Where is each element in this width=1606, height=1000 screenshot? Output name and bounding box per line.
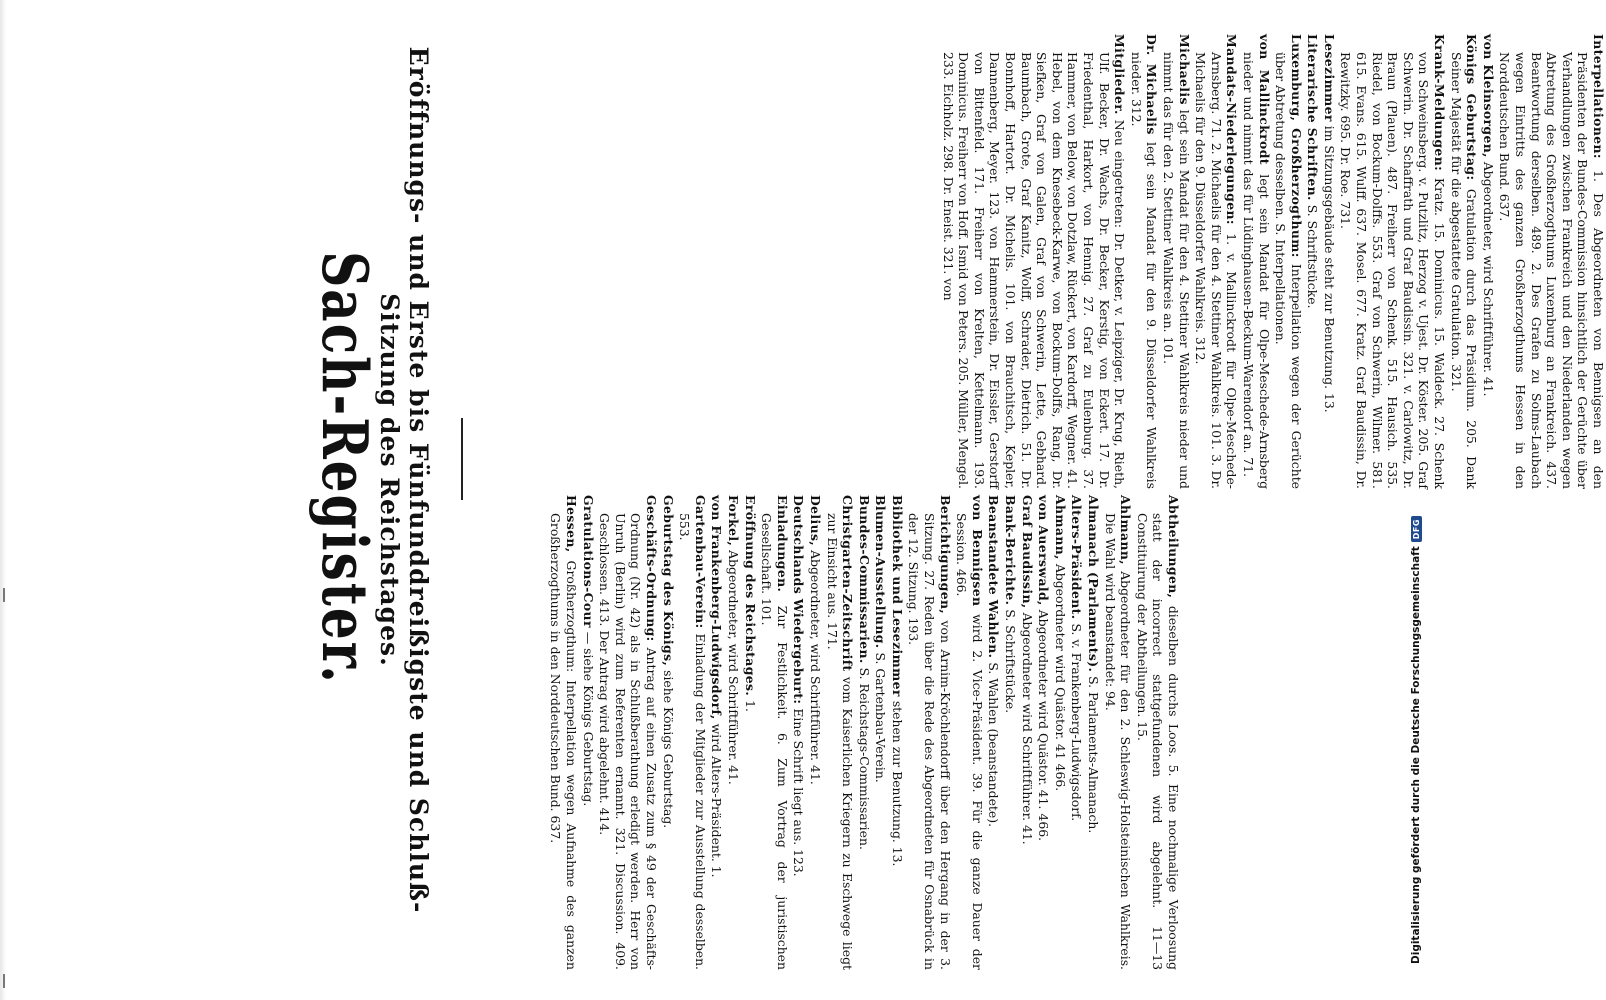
index-entry-text: S. v. Frankenberg-Ludwigsdorf. — [1069, 619, 1085, 822]
scan-edge — [0, 0, 6, 1000]
digitization-credit — [1410, 516, 1422, 964]
index-keyword: von Bennigsen — [969, 495, 985, 607]
index-entry-text: Einladung der Mitglieder zur Ausstellung desselben. 553. — [677, 513, 708, 970]
index-entry-text: 1. Des Abgeordneten von Bennigsen an den Präsidenten der Bundes-Commission hinsichtlich der Gerüchte über Verhandlungen zwischen Frankreich und den Niederlanden wegen Abtretung des Großherzogthums Luxemburg an Frankreich. 437. Beantwortung derselben. 489. 2. Des Grafen zu Solms-Laubach wegen Eintritts des ganzen Großherzogthums Hessen in den Norddeutschen Bund. 637. — [1497, 52, 1606, 489]
index-entry — [725, 495, 741, 970]
index-entry — [1069, 495, 1085, 970]
index-keyword: Lesezimmer — [1321, 34, 1337, 122]
index-entry — [548, 495, 579, 970]
index-entry-text: Abgeordneter, wird Schriftführer. 41. — [807, 546, 823, 785]
index-entry — [1019, 495, 1035, 970]
scan-margin-mark — [3, 588, 5, 602]
index-keyword: Mandats-Niederlegungen: — [1224, 34, 1240, 225]
index-entry-text: Antrag auf einen Zusatz zum § 49 der Geschäfts-Ordnung (Nr. 42) als in Schlußberathung erledigt werden. Herr von Unruh (Berlin) wird zum Referenten ernannt. 321. Discussion. 409. Geschlossen. 413. Der Antrag wird abgelehnt. 414. — [597, 513, 659, 970]
index-entry-text: Abgeordneter, wird Schriftführer. 41. — [1480, 157, 1496, 397]
index-entry — [1052, 495, 1068, 970]
index-entry-text: wird Alters-Präsident. 1. — [709, 719, 725, 878]
index-entry — [1102, 495, 1133, 970]
index-entry-text: S. Reichstags-Commissarien. — [856, 663, 872, 850]
index-entry-text: Großherzogthum: Interpellation wegen Aufnahme des ganzen Großherzogthums in den Norddeutschen Bund. 637. — [548, 513, 580, 970]
index-entry — [856, 495, 872, 970]
index-keyword: Michaelis — [1176, 34, 1192, 105]
index-keyword: Königs Geburtstag: — [1464, 34, 1480, 181]
index-keyword: Delius, — [807, 495, 823, 547]
index-entry — [597, 495, 659, 970]
index-entry-text: Abgeordneter, wird Schriftführer. 41. — [725, 546, 741, 785]
index-entry — [986, 495, 1002, 970]
scan-margin-mark — [3, 974, 5, 988]
index-entry-text: legt sein Mandat für den 9. Düsseldorfer Wahlkreis nieder. 312. — [1128, 52, 1160, 489]
index-keyword: Literarische Schriften. — [1305, 34, 1321, 201]
index-entry — [1240, 34, 1271, 489]
title-divider — [461, 418, 463, 500]
index-entry-text: Interpellation wegen der Gerüchte über Abtretung desselben. S. Interpellationen. — [1273, 52, 1304, 490]
index-keyword: Ahmann, — [1052, 495, 1068, 560]
index-keyword: Almanach (Parlaments). — [1086, 495, 1102, 673]
index-entry-text: — siehe Königs Geburtstag. — [580, 627, 596, 807]
index-keyword: Christgarten-Zeitschrift — [840, 495, 856, 672]
index-keyword: Dr. Michaelis — [1144, 34, 1160, 135]
index-keyword: Luxemburg, Großherzogthum: — [1288, 34, 1304, 258]
index-entry-text: legt sein Mandat für den 4. Stettiner Wahlkreis nieder und nimmt das für den 2. Stettiner Wahlkreis an. 101. — [1160, 52, 1192, 489]
index-entry — [759, 495, 790, 970]
index-entry-text: im Sitzungsgebäude steht zur Benutzung. 13. — [1321, 121, 1337, 413]
index-entry — [906, 495, 953, 970]
index-entry — [824, 495, 855, 970]
index-keyword: Einladungen. — [774, 495, 790, 593]
index-entry — [1305, 34, 1321, 489]
index-entry-text: dieselben durchs Loos. 5. Eine nochmalige Verloosung statt der incorrect stattgefundenen wird abgelehnt. 11—13 Constituirung der Abtheilungen. 15. — [1134, 513, 1181, 970]
index-keyword: Eröffnung des Reichstages. — [742, 495, 758, 697]
index-keyword: von Kleinsorgen, — [1480, 34, 1496, 158]
index-entry-text: stehen zur Benutzung. 13. — [889, 696, 905, 867]
index-keyword: Graf Baudissin, — [1019, 495, 1035, 609]
index-entry — [1085, 495, 1101, 970]
index-entry — [709, 495, 725, 970]
index-entry-text: Kratz. 15. Dominicus. 15. Waldeck. 27. Schenk von Schweinsberg. v. Putzlitz, Herzog v. Ujest. Dr. Köster. 205. Graf Schwerin. Dr. Schaffrath und Graf Baudissin. 321. v. Carlowitz, Dr. Braun (Plauen). 487. Freiherr von Schenk. 515. Hausich. 535. Riedel, von Bockum-Dolffs. 553. Graf von Schwerin, Wilmer. 581. 615. Evans. 615. Wulff. 637. Mosel. 677. Kratz. Graf Baudissin, Dr. Rewitzky. 695. Dr. Roe. 731. — [1338, 52, 1448, 489]
index-keyword: Interpellationen: — [1591, 34, 1606, 159]
index-keyword: Mitglieder. — [1112, 34, 1128, 115]
index-entry — [889, 495, 905, 970]
index-entry — [940, 34, 1127, 489]
index-entry-text: Gratulation durch das Präsidium. 205. Dank Seiner Majestät für die abgestattete Gratulation. 321. — [1448, 52, 1480, 489]
index-entry — [791, 495, 807, 970]
index-entry-text: wird 2. Vice-Präsident. 39. Für die ganze Dauer der Session. 466. — [954, 513, 985, 970]
index-entry — [677, 495, 708, 970]
index-entry — [1338, 34, 1447, 489]
index-entry — [1036, 495, 1052, 970]
index-keyword: Blumen-Ausstellung. — [873, 495, 889, 649]
index-keyword: Gartenbau-Verein: — [692, 495, 708, 629]
index-keyword: Gratulations-Cour — [580, 495, 596, 628]
index-entry — [1002, 495, 1018, 970]
index-entry-text: S. Gartenbau-Verein. — [873, 648, 889, 783]
index-entry-text: Abgeordneter wird Schriftführer. 41. — [1019, 608, 1035, 845]
index-entry — [807, 495, 823, 970]
index-entry-text: vom Kaiserlichen Kriegern zu Eschwege liegt zur Einsicht aus. 171. — [824, 513, 856, 970]
index-keyword: Bank-Berichte. — [1003, 495, 1019, 606]
index-keyword: Beanstandete Wahlen. — [986, 495, 1002, 659]
index-keyword: Geburtstag des Königs, — [660, 495, 676, 667]
index-keyword: Krank-Meldungen: — [1432, 34, 1448, 172]
index-entry — [1128, 34, 1159, 489]
index-entry-text: siehe Königs Geburtstag. — [660, 666, 676, 829]
index-entry-text: Abgeordneter wird Quästor. 41 466. — [1052, 559, 1068, 792]
dfg-logo: DFG — [1411, 516, 1422, 542]
index-entry — [1321, 34, 1337, 489]
index-entry — [1193, 34, 1240, 489]
index-entry-text: S. Schriftstücke. — [1305, 200, 1321, 309]
index-entry — [1273, 34, 1304, 489]
index-entry-text: S. Schriftstücke. — [1003, 605, 1019, 714]
index-entry — [1134, 495, 1181, 970]
index-entry-text: S. Parlaments-Almanach. — [1086, 672, 1102, 834]
index-keyword: Alters-Präsident. — [1069, 495, 1085, 620]
index-keyword: Bibliothek und Lesezimmer — [889, 495, 905, 697]
index-entry-text: 1. — [742, 696, 758, 712]
index-keyword: von Frankenberg-Ludwigsdorf, — [709, 495, 725, 720]
index-column-left — [548, 495, 1181, 970]
index-keyword: Berichtigungen, — [937, 495, 953, 615]
index-entry-text: von Arnim-Kröchlendorff über den Hergang in der 3. Sitzung. 27. Reden über die Rede des Abgeordneten für Osnabrück in der 12. Sitzung. 193. — [906, 513, 953, 970]
index-entry — [1480, 34, 1496, 489]
index-entry-text: Abgeordneter für den 2. Schleswig-Holsteinischen Wahlkreis. Die Wahl wird beanstandet: 94. — [1102, 513, 1134, 970]
index-entry — [873, 495, 889, 970]
index-entry-text: legt sein Mandat für Olpe-Meschede-Arnsberg nieder und nimmt das für Lüdinghausen-Beckum-Warendorf an. 71. — [1240, 52, 1272, 490]
index-entry — [1497, 34, 1606, 489]
credit-text: Digitalisierung gefördert durch die Deutsche Forschungsgemeinschaft — [1410, 546, 1422, 964]
index-keyword: Abtheilungen, — [1166, 495, 1181, 599]
index-keyword: Hessen, — [564, 495, 580, 553]
index-entry — [742, 495, 758, 970]
page-title: Sach-Register. — [308, 251, 382, 685]
index-keyword: Ahlmann, — [1118, 495, 1134, 565]
index-entry-text: S. Wahlen (beanstandete). — [986, 658, 1002, 828]
index-entry — [954, 495, 985, 970]
index-keyword: Forkel, — [725, 495, 741, 547]
index-keyword: Bundes-Commissarien. — [856, 495, 872, 664]
index-entry-text: Neu eingetreten: Dr. Detker, v. Leipziger, Dr. Krug, Rieth, Ulf. Becker, Dr. Wachs, Dr. Becker, Kerstig, von Eckert. 17. Dr. Friedenthal, Harkort, von Hennig. 27. Graf zu Eulenburg. 37. Hammer, von Below, von Dotzlaw, Rückert, von Kardorff, Wegner. 41. Hebel, von dem Knesebeck-Karwe, von Bockum-Dolffs, Rang, Dr. Siefken, Graf von Galen, Graf von Schwerin, Lette, Gebhard. Baumbach, Grote, Graf Kanitz, Wolff, Schrader, Dietrich. 51. Dr. Bonnhoff, Hartort. Dr. Michelis. 101. von Brauchitsch, Kepler, Dannenberg, Meyer. 123. von Hammerstein, Dr. Eissler, Gerstorff von Bittenfeld. 171. Freiherr von Krelten, Kettelmann. 193. Dominicus. Freiherr von Hoff. Ismid von Peters. 205. Müller, Mengel. 233. Eichholz. 298. Dr. Eneist. 321. von — [940, 52, 1128, 489]
index-entry-text: Zur Festlichkeit. 6. Zum Vortrag der juristischen Gesellschaft. 101. — [759, 513, 790, 970]
index-keyword: von Mallinckrodt — [1256, 34, 1272, 165]
page-subtitle: Eröffnungs- und Erste bis Fünfunddreißigste und Schluß-Sitzung des Reichstages. — [375, 46, 433, 914]
index-entry — [1160, 34, 1191, 489]
index-entry-text: Eine Schrift liegt aus. 123. — [791, 704, 807, 877]
index-entry — [1448, 34, 1479, 489]
index-entry — [660, 495, 676, 970]
index-keyword: Deutschlands Wiedergeburt: — [791, 495, 807, 705]
index-keyword: von Auerswald, — [1036, 495, 1052, 606]
index-entry-text: Abgeordneter wird Quästor. 41. 466. — [1036, 605, 1052, 842]
index-entry — [580, 495, 596, 970]
index-keyword: Geschäfts-Ordnung: — [644, 495, 659, 642]
index-entry-text: 1. v. Mallinckrodt für Olpe-Meschede-Arnsberg. 71. 2. Michaelis für den 4. Stettiner Wahlkreis. 101. 3. Dr. Michaelis für den 9. Düsseldorfer Wahlkreis. 312. — [1193, 52, 1240, 489]
